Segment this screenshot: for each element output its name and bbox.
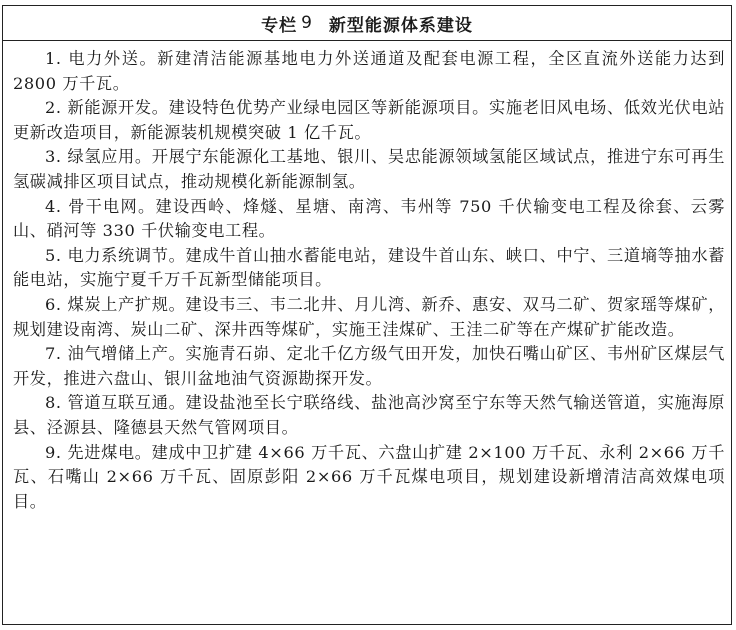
list-item-coal-power: 9. 先进煤电。建成中卫扩建 4×66 万千瓦、六盘山扩建 2×100 万千瓦、永利 2×66 万千瓦、石嘴山 2×66 万千瓦、固原彭阳 2×66 万千瓦煤电项目，规划建设新增清洁高效煤电项目。	[13, 442, 725, 511]
list-item-green-hydrogen: 3. 绿氢应用。开展宁东能源化工基地、银川、吴忠能源领域氢能区域试点，推进宁东可再生氢碳减排区项目试点，推动规模化新能源制氢。	[13, 147, 725, 191]
feature-box	[2, 5, 732, 625]
list-item-coal-production: 6. 煤炭上产扩规。建设韦三、韦二北井、月儿湾、新乔、惠安、双马二矿、贺家瑶等煤矿，规划建设南湾、炭山二矿、深井西等煤矿，实施王洼煤矿、王洼二矿等在产煤矿扩能改造。	[13, 294, 725, 339]
list-item-power-regulation: 5. 电力系统调节。建成牛首山抽水蓄能电站，建设牛首山东、峡口、中宁、三道墒等抽水蓄能电站，实施宁夏千万千瓦新型储能项目。	[13, 245, 725, 290]
box-body	[3, 41, 731, 514]
header-label: 专栏	[261, 15, 298, 36]
header-title: 新型能源体系建设	[328, 15, 473, 36]
list-item-oil-gas: 7. 油气增储上产。实施青石峁、定北千亿方级气田开发，加快石嘴山矿区、韦州矿区煤层气开发，推进六盘山、银川盆地油气资源勘探开发。	[13, 344, 725, 388]
list-item-power-export: 1. 电力外送。新建清洁能源基地电力外送通道及配套电源工程，全区直流外送能力达到 2800 万千瓦。	[13, 49, 725, 93]
header-number: 9	[301, 13, 313, 33]
list-item-new-energy: 2. 新能源开发。建设特色优势产业绿电园区等新能源项目。实施老旧风电场、低效光伏电站更新改造项目，新能源装机规模突破 1 亿千瓦。	[13, 98, 725, 142]
list-item-pipelines: 8. 管道互联互通。建设盐池至长宁联络线、盐池高沙窝至宁东等天然气输送管道，实施海原县、泾源县、隆德县天然气管网项目。	[13, 393, 725, 437]
list-item-backbone-grid: 4. 骨干电网。建设西岭、烽燧、星塘、南湾、韦州等 750 千伏输变电工程及徐套、云雾山、硝河等 330 千伏输变电工程。	[13, 196, 725, 241]
box-header	[3, 6, 731, 41]
